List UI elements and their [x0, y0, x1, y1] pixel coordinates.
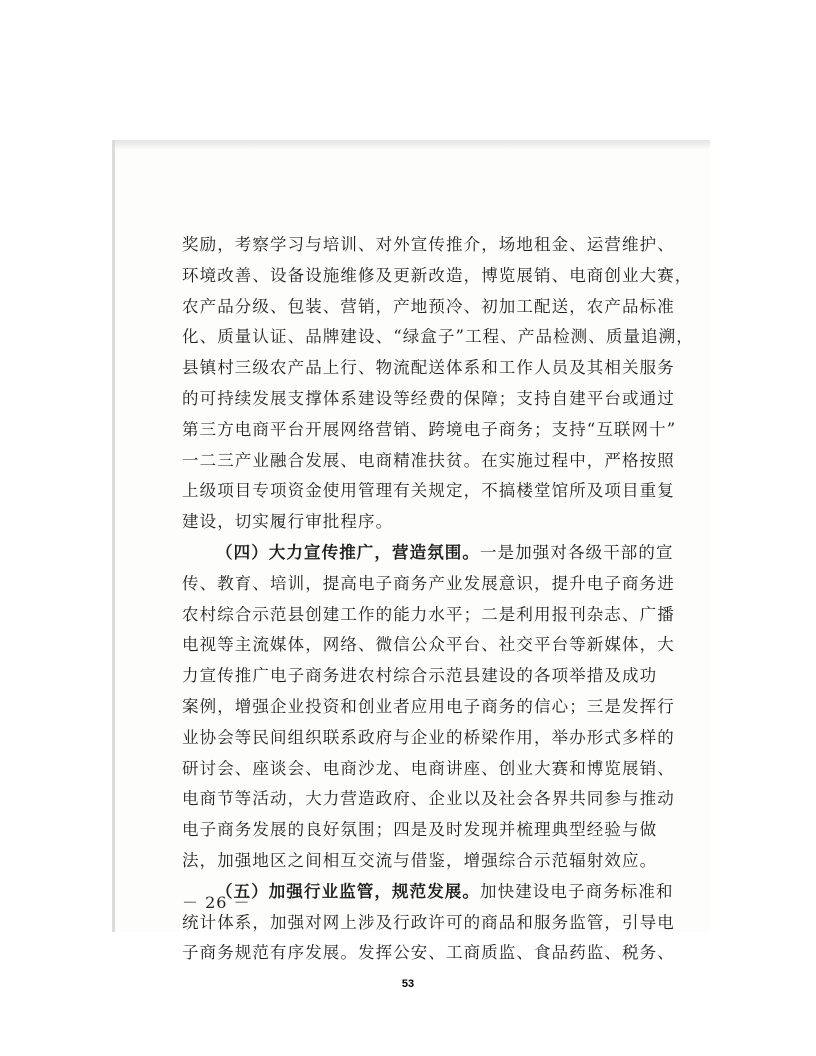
text-line: 奖励，考察学习与培训、对外宣传推介，场地租金、运营维护、	[182, 235, 675, 254]
text-line: 力宣传推广电子商务进农村综合示范县建设的各项举措及成功	[182, 666, 658, 686]
text-line: 一二三产业融合发展、电商精准扶贫。在实施过程中，严格按照	[182, 450, 675, 470]
section-4-first-line	[182, 538, 674, 569]
text-line: 电商节等活动，大力营造政府、企业以及社会各界共同参与推动	[182, 789, 675, 809]
text-line: 电子商务发展的良好氛围；四是及时发现并梳理典型经验与做	[182, 820, 658, 840]
text-line: 电视等主流媒体，网络、微信公众平台、社交平台等新媒体，大	[182, 635, 675, 655]
text-line: 法，加强地区之间相互交流与借鉴，增强综合示范辐射效应。	[182, 850, 658, 870]
document-body	[182, 230, 694, 969]
text-line: 子商务规范有序发展。发挥公安、工商质监、食品药监、税务、	[182, 943, 675, 963]
section-5-first-line	[182, 877, 674, 908]
text-line: 第三方电商平台开展网络营销、跨境电子商务；支持“互联网十”	[182, 419, 677, 439]
section-4-first-line-text: 一是加强对各级干部的宣	[480, 542, 674, 562]
text-line: 案例，增强企业投资和创业者应用电子商务的信心；三是发挥行	[182, 696, 675, 716]
text-line: 农村综合示范县创建工作的能力水平；二是利用报刊杂志、广播	[182, 604, 675, 624]
text-line: 环境改善、设备设施维修及更新改造，博览展销、电商创业大赛，	[182, 265, 693, 285]
document-page-label: － 26 －	[182, 893, 251, 912]
text-line: 业协会等民间组织联系政府与企业的桥梁作用，举办形式多样的	[182, 727, 675, 747]
section-4-heading: （四）大力宣传推广，营造氛围。	[216, 542, 480, 562]
text-line: 县镇村三级农产品上行、物流配送体系和工作人员及其相关服务	[182, 358, 675, 378]
section-5-first-line-text: 加快建设电子商务标准和	[480, 881, 674, 901]
scan-shadow-top	[112, 140, 710, 150]
text-line: 研讨会、座谈会、电商沙龙、电商讲座、创业大赛和博览展销、	[182, 758, 675, 778]
text-line: 统计体系，加强对网上涉及行政许可的商品和服务监管，引导电	[182, 912, 675, 932]
text-line: 化、质量认证、品牌建设、“绿盒子”工程、产品检测、质量追溯，	[182, 327, 694, 347]
pdf-page-number: 53	[401, 978, 415, 990]
text-line: 建设，切实履行审批程序。	[182, 512, 394, 532]
section-5-heading: （五）加强行业监管，规范发展。	[216, 881, 480, 901]
text-line: 农产品分级、包装、营销，产地预冷、初加工配送，农产品标准	[182, 296, 675, 316]
text-line: 传、教育、培训，提高电子商务产业发展意识，提升电子商务进	[182, 573, 675, 593]
scan-shadow-left	[112, 140, 115, 932]
text-line: 的可持续发展支撑体系建设等经费的保障；支持自建平台或通过	[182, 388, 675, 408]
text-line: 上级项目专项资金使用管理有关规定，不搞楼堂馆所及项目重复	[182, 481, 675, 501]
